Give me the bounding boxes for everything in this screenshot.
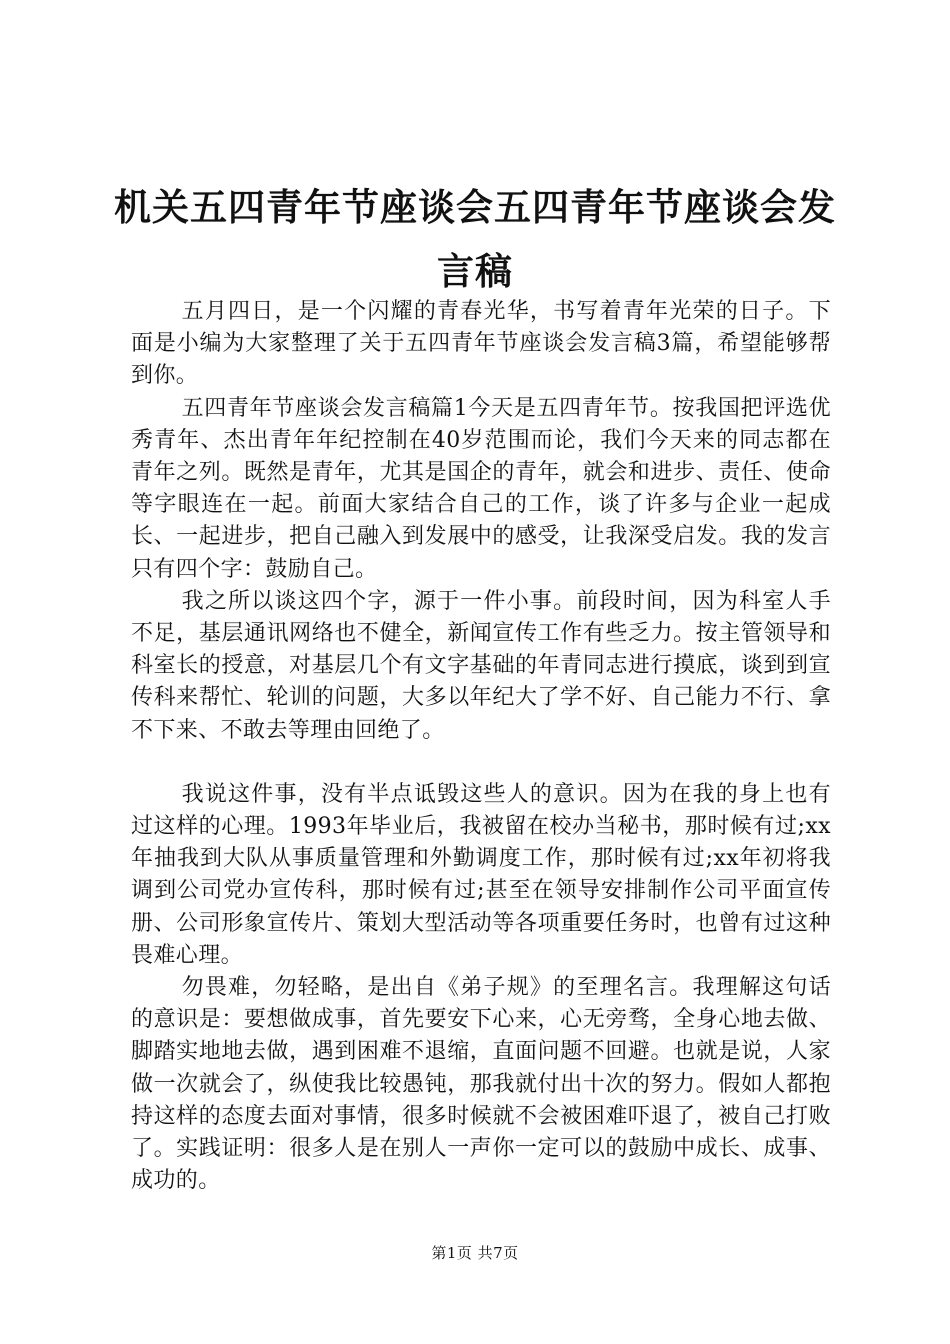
document-body <box>131 296 831 1197</box>
paragraph-speech-1: 五四青年节座谈会发言稿篇1今天是五四青年节。按我国把评选优秀青年、杰出青年年纪控制在40岁范围而论，我们今天来的同志都在青年之列。既然是青年，尤其是国企的青年，就会和进步、责任、使命等字眼连在一起。前面大家结合自己的工作，谈了许多与企业一起成长、一起进步，把自己融入到发展中的感受，让我深受启发。我的发言只有四个字：鼓励自己。 <box>131 395 831 582</box>
document-title: 机关五四青年节座谈会五四青年节座谈会发言稿 <box>114 184 836 293</box>
paragraph-own-experience: 我说这件事，没有半点诋毁这些人的意识。因为在我的身上也有过这样的心理。1993年毕业后，我被留在校办当秘书，那时候有过;xx年抽我到大队从事质量管理和外勤调度工作，那时候有过;xx年初将我调到公司党办宣传科，那时候有过;甚至在领导安排制作公司平面宣传册、公司形象宣传片、策划大型活动等各项重要任务时，也曾有过这种畏难心理。 <box>131 781 831 968</box>
paragraph-dizigui: 勿畏难，勿轻略，是出自《弟子规》的至理名言。我理解这句话的意识是：要想做成事，首先要安下心来，心无旁骛，全身心地去做、脚踏实地地去做，遇到困难不退缩，直面问题不回避。也就是说，人家做一次就会了，纵使我比较愚钝，那我就付出十次的努力。假如人都抱持这样的态度去面对事情，很多时候就不会被困难吓退了，被自己打败了。实践证明：很多人是在别人一声你一定可以的鼓励中成长、成事、成功的。 <box>131 975 831 1194</box>
page-footer: 第1页 共7页 <box>431 1244 519 1262</box>
paragraph-small-matter: 我之所以谈这四个字，源于一件小事。前段时间，因为科室人手不足，基层通讯网络也不健全，新闻宣传工作有些乏力。按主管领导和科室长的授意，对基层几个有文字基础的年青同志进行摸底，谈到到宣传科来帮忙、轮训的问题，大多以年纪大了学不好、自己能力不行、拿不下来、不敢去等理由回绝了。 <box>131 588 831 743</box>
paragraph-intro: 五月四日，是一个闪耀的青春光华，书写着青年光荣的日子。下面是小编为大家整理了关于五四青年节座谈会发言稿3篇，希望能够帮到你。 <box>131 299 831 389</box>
